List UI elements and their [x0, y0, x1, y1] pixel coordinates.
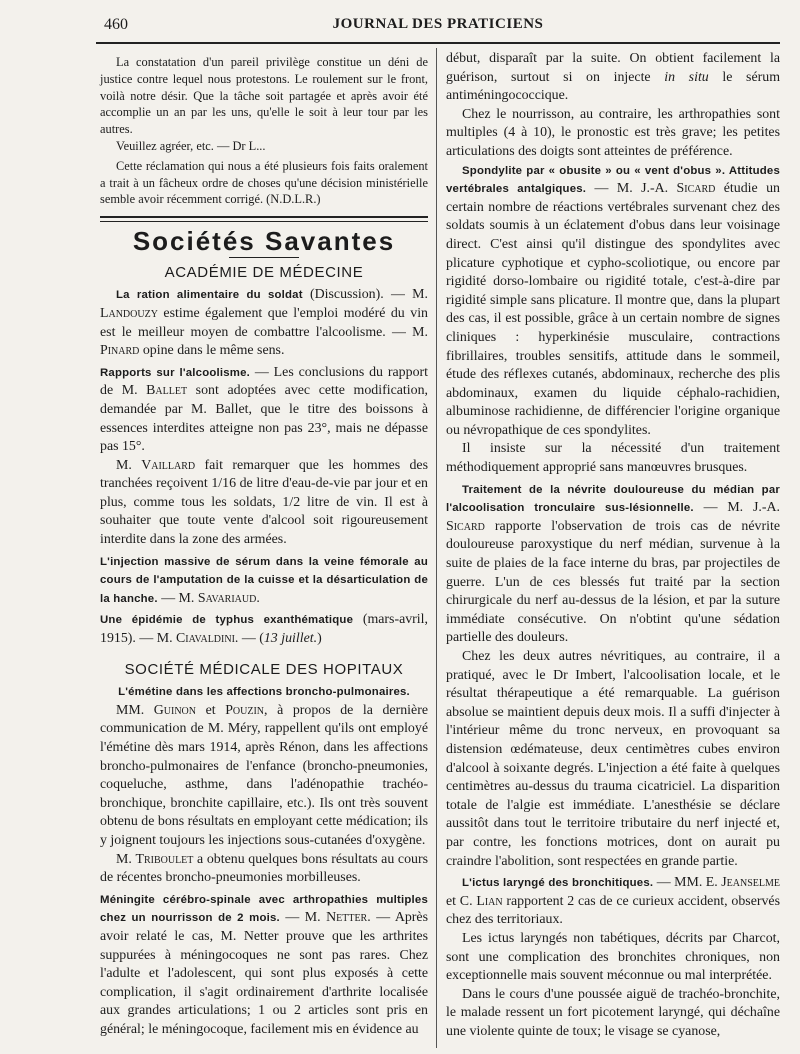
spondylite-conclusion: Il insiste sur la nécessité d'un traitement méthodiquement approprié sans manœuvres brusques. — [446, 441, 780, 476]
article-triboulet: M. Triboulet a obtenu quelques bons résultats au cours de récentes broncho-pneumonies morbilleuses. — [100, 851, 428, 886]
column-divider — [436, 48, 437, 1048]
article-alcoolisme: Rapports sur l'alcoolisme. — Les conclusions du rapport de M. Ballet sont adoptées avec cette modification, demandée par M. Ballet, que le titre des boissons à essences interdites atteigne non pas 23°, mais ne dépasse pas 15°. — [100, 364, 429, 455]
article-ictus: L'ictus laryngé des bronchitiques. — MM. E. Jeanselme et C. Lian rapportent 2 cas de ce curieux accident, observés chez des territoriaux. — [446, 875, 781, 928]
intro-signature: Veuillez agréer, etc. — Dr L... — [116, 138, 266, 153]
title-underline — [229, 257, 299, 258]
meningite-continued: début, disparaît par la suite. On obtient facilement la guérison, surtout si on injecte in situ le sérum antiméningococcique. — [446, 51, 781, 104]
article-title: La ration alimentaire du soldat — [116, 289, 303, 302]
article-nevrite: Traitement de la névrite douloureuse du médian par l'alcoolisation tronculaire sus-lésionnelle. — M. J.-A. Sicard rapporte l'observation de trois cas de névrite douloureuse paroxystique du nerf médian, survenue à la suite de plaies de la face interne du bras, par projectiles de guerre. L'un de ces blessés fut traité par la section chirurgicale du nerf au-dessus de la lésion, et par la suture immédiate consécutive. On n'obtint qu'une sédation partielle des douleurs. — [446, 483, 781, 646]
hospital-society-title: SOCIÉTÉ MÉDICALE DES HOPITAUX — [124, 660, 404, 678]
article-title: Méningite cérébro-spinale avec arthropathies multiples chez un nourrisson de 2 mois. — [100, 893, 428, 925]
academy-title: ACADÉMIE DE MÉDECINE — [164, 263, 364, 281]
article-emetine-title: L'émétine dans les affections broncho-pulmonaires. — [118, 686, 410, 699]
article-emetine: MM. Guinon et Pouzin, à propos de la dernière communication de M. Méry, rappellent qu'ils ont employé l'émétine dès mars 1914, après Rénon, dans les affections broncho-pulmonaires de l'enfance (broncho-pneumonies, coqueluche, asthme, dans l'adénopathie trachéo-bronchique, bronchite capillaire, etc.). Ils ont très souvent obtenu de bons résultats en employant cette médication; ils y joignent toujours les injections sous-cutanées d'oxygène. — [100, 702, 428, 848]
article-title: L'injection massive de sérum dans la veine fémorale au cours de l'amputation de la cuisse et la désarticulation de la hanche. — [100, 555, 428, 605]
article-vaillard: M. Vaillard fait remarquer que les hommes des tranchées reçoivent 1/16 de litre d'eau-de-vie par jour et en plus, comme tous les soldats, 1/2 litre de vin. Il est à souhaiter que toute vente d'alcool soit rigoureusement interdite dans la zone des armées. — [100, 457, 428, 548]
ictus-symptoms: Dans le cours d'une poussée aiguë de trachéo-bronchite, le malade ressent un fort picotement laryngé, qui déchaîne une violente quinte de toux; le visage se cyanose, — [446, 986, 780, 1039]
article-meningite: Méningite cérébro-spinale avec arthropathies multiples chez un nourrisson de 2 mois. — M. Netter. — Après avoir relaté le cas, M. Netter prouve que les arthrites suppurées à méningocoques ne sont pas rares. Chez l'adulte et l'adolescent, qui sont plus exposés à cette complication, il s'agit ordinairement d'arthrite localisée aux grandes articulations; 1 ou 2 articles sont pris en général; le méningocoque, facilement mis en évidence au — [100, 893, 429, 1037]
nourrisson-paragraph: Chez le nourrisson, au contraire, les arthropathies sont multiples (4 à 10), le pronostic est très grave; les petites articulations des doigts sont atteintes de préférence. — [446, 106, 780, 159]
nevrite-results: Chez les deux autres névritiques, au contraire, il a pratiqué, avec le Dr Imbert, l'alcoolisation locale, et le résultat thérapeutique a été remarquable. La guérison absolue se maintient depuis deux mois. Il a suffi d'injecter à l'intérieur même du tronc nerveux, en provoquant sa distension œdémateuse, deux centimètres cubes environ d'alcool à soixante degrés. L'injection a été faite à quelques centimètres au-dessus du trauma cicatriciel. La disparition totale de l'algie est immédiate. L'anesthésie se déclare aussitôt dans tout le territoire tributaire du nerf injecté et, par contre, les fonctions motrices, dont on aurait pu craindre l'abolition, sont respectées en grande partie. — [446, 649, 780, 869]
article-spondylite: Spondylite par « obusite » ou « vent d'obus ». Attitudes vertébrales antalgiques. — M. J.-A. Sicard étudie un certain nombre de réactions vertébrales survenant chez des soldats soumis à un éclatement d'obus dans leur voisinage direct. C'est ainsi qu'il distingue des spondylites avec plicature cyphotique et cypho-scoliotique, ou encore par rigidité dorso-lombaire ou rigidité totale, c'est-à-dire par rigidité simple sans plicature. Il montre que, dans la plupart des cas, il est possible, grâce à un certain nombre de signes cliniques : hyperkinésie musculaire, contractions fibrillaires, troubles sensitifs, attitude dans le sommeil, étude des réflexes cutanés, abdominaux, recherche des plis abdominaux, examen du liquide céphalo-rachidien, albuminose rachidienne, de différencier l'origine organique ou névropathique de ces spondylites. — [446, 164, 781, 438]
article-title: L'ictus laryngé des bronchitiques. — [462, 877, 654, 890]
section-rule — [100, 216, 428, 222]
article-title: Rapports sur l'alcoolisme. — [100, 366, 251, 379]
header-rule — [96, 42, 780, 44]
right-column — [446, 50, 780, 1041]
editor-note: Cette réclamation qui nous a été plusieurs fois faits oralement a trait à un fâcheux ordre de choses qu'une décision ministérielle semble avoir récemment corrigé. (N.D.L.R.) — [100, 158, 428, 207]
left-column — [100, 54, 428, 1040]
journal-title: JOURNAL DES PRATICIENS — [332, 16, 544, 32]
section-title: Sociétés Savantes — [132, 226, 396, 257]
page-number: 460 — [104, 16, 128, 33]
article-serum: L'injection massive de sérum dans la veine fémorale au cours de l'amputation de la cuisse et la désarticulation de la hanche. — M. Savariaud. — [100, 555, 428, 606]
ictus-description: Les ictus laryngés non tabétiques, décrits par Charcot, sont une complication des bronchites chroniques, non exceptionnelle mais souvent méconnue ou mal interprétée. — [446, 930, 780, 984]
article-typhus: Une épidémie de typhus exanthématique (mars-avril, 1915). — M. Ciavaldini. — (13 juillet.) — [100, 612, 428, 647]
article-title: Spondylite par « obusite » ou « vent d'obus ». Attitudes vertébrales antalgiques. — [446, 164, 780, 196]
page-header — [96, 16, 780, 38]
intro-paragraph: La constatation d'un pareil privilège constitue un déni de justice contre lequel nous protestons. Le roulement sur le front, voilà notre désir. Que la tâche soit partagée et après avoir été accomplie un an par les uns, qu'elle le soit à leur tour par les autres. — [100, 55, 428, 137]
article-title: Traitement de la névrite douloureuse du médian par l'alcoolisation tronculaire sus-lésionnelle. — [446, 483, 780, 515]
article-title: Une épidémie de typhus exanthématique — [100, 614, 354, 627]
article-ration: La ration alimentaire du soldat (Discussion). — M. Landouzy estime également que l'emploi modéré du vin est le meilleur moyen de combattre l'alcoolisme. — M. Pinard opine dans le même sens. — [100, 287, 428, 359]
